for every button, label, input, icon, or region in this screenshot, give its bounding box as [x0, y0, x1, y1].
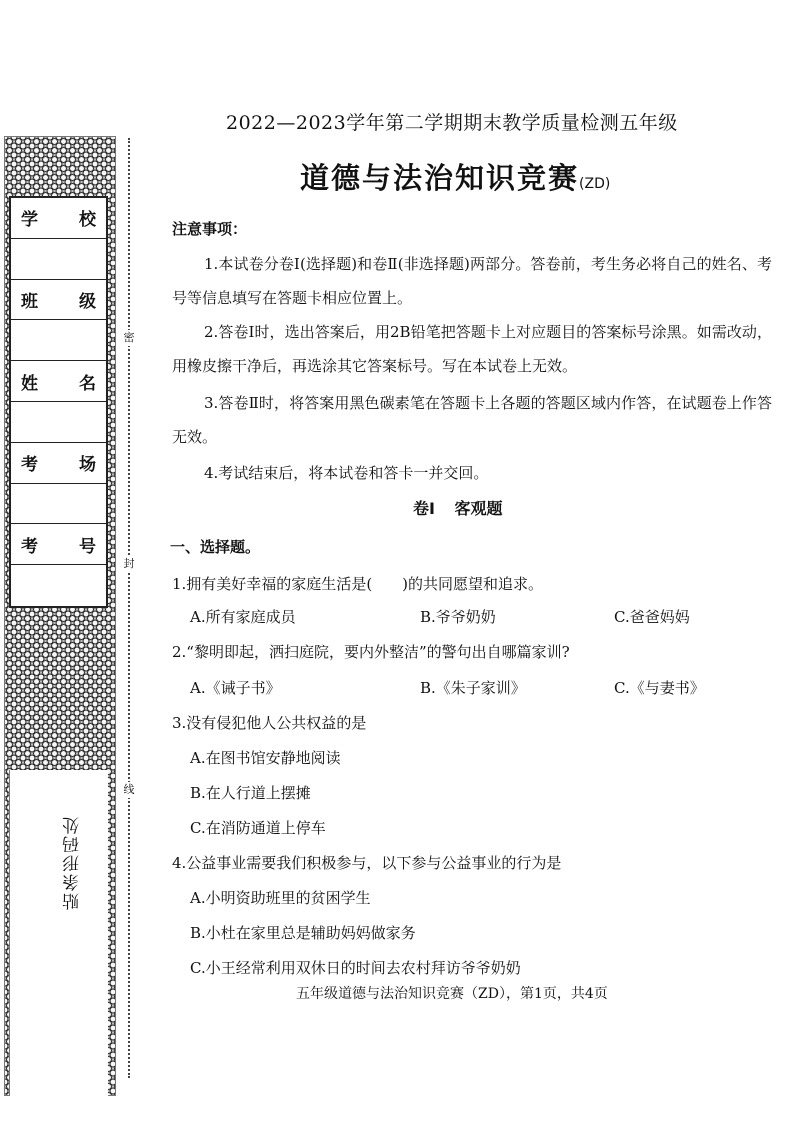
question-stem: 2.“黎明即起，洒扫庭院，要内外整洁”的警句出自哪篇家训? — [172, 643, 570, 661]
class-label-row: 班 级 — [11, 280, 106, 321]
student-info-box — [9, 196, 108, 608]
school-label-row: 学 校 — [11, 198, 106, 239]
option-c: C.小王经常利用双休日的时间去农村拜访爷爷奶奶 — [190, 959, 521, 977]
notice-heading: 注意事项： — [172, 220, 248, 238]
barcode-label: 贴条形码处 — [63, 815, 83, 910]
question-group-title: 一、选择题。 — [170, 538, 261, 556]
option-c: C.《与妻书》 — [614, 679, 705, 697]
room-input-cell[interactable] — [11, 484, 106, 525]
section-title: 卷Ⅰ 客观题 — [413, 499, 503, 518]
room-label-row: 考 场 — [11, 443, 106, 484]
option-c: C.爸爸妈妈 — [614, 608, 690, 626]
notice-item-1: 1.本试卷分卷Ⅰ(选择题)和卷Ⅱ(非选择题)两部分。答卷前，考生务必将自己的姓名、考号等信息填写在答题卡相应位置上。 — [172, 255, 772, 307]
notice-item-3: 3.答卷Ⅱ时，将答案用黑色碳素笔在答题卡上各题的答题区域内作答，在试题卷上作答无效。 — [172, 394, 772, 446]
question-stem: 3.没有侵犯他人公共权益的是 — [172, 714, 367, 732]
name-label-row: 姓 名 — [11, 361, 106, 402]
name-input-cell[interactable] — [11, 402, 106, 443]
notice-item-4: 4.考试结束后，将本试卷和答卡一并交回。 — [204, 464, 489, 482]
option-b: B.在人行道上摆摊 — [190, 784, 311, 802]
option-b: B.小杜在家里总是辅助妈妈做家务 — [190, 924, 416, 942]
exam-number-label-row: 考 号 — [11, 524, 106, 565]
title-suffix: (ZD) — [579, 176, 611, 192]
exam-header: 2022—2023学年第二学期期末教学质量检测五年级 — [226, 112, 678, 134]
option-a: A.《诫子书》 — [190, 679, 281, 697]
option-c: C.在消防通道上停车 — [190, 819, 326, 837]
seal-char-feng: 封 — [121, 556, 137, 572]
question-stem: 4.公益事业需要我们积极参与，以下参与公益事业的行为是 — [172, 854, 562, 872]
option-b: B.《朱子家训》 — [420, 679, 526, 697]
option-a: A.在图书馆安静地阅读 — [190, 749, 341, 767]
school-input-cell[interactable] — [11, 239, 106, 280]
page-title — [300, 156, 610, 197]
seal-char-xian: 线 — [121, 782, 137, 798]
title-text: 道德与法治知识竞赛 — [300, 161, 580, 195]
barcode-area — [9, 770, 108, 1096]
class-input-cell[interactable] — [11, 320, 106, 361]
notice-item-2: 2.答卷Ⅰ时，选出答案后，用2B铅笔把答题卡上对应题目的答案标号涂黑。如需改动，用橡皮擦干净后，再选涂其它答案标号。写在本试卷上无效。 — [172, 323, 772, 375]
seal-dotted-line — [128, 138, 130, 1078]
seal-char-mi: 密 — [121, 330, 137, 346]
exam-number-input-cell[interactable] — [11, 565, 106, 606]
page-footer: 五年级道德与法治知识竞赛（ZD），第1页，共4页 — [296, 986, 608, 1002]
option-b: B.爷爷奶奶 — [420, 608, 496, 626]
option-a: A.小明资助班里的贫困学生 — [190, 889, 371, 907]
question-stem: 1.拥有美好幸福的家庭生活是( )的共同愿望和追求。 — [172, 575, 544, 593]
option-a: A.所有家庭成员 — [190, 608, 296, 626]
